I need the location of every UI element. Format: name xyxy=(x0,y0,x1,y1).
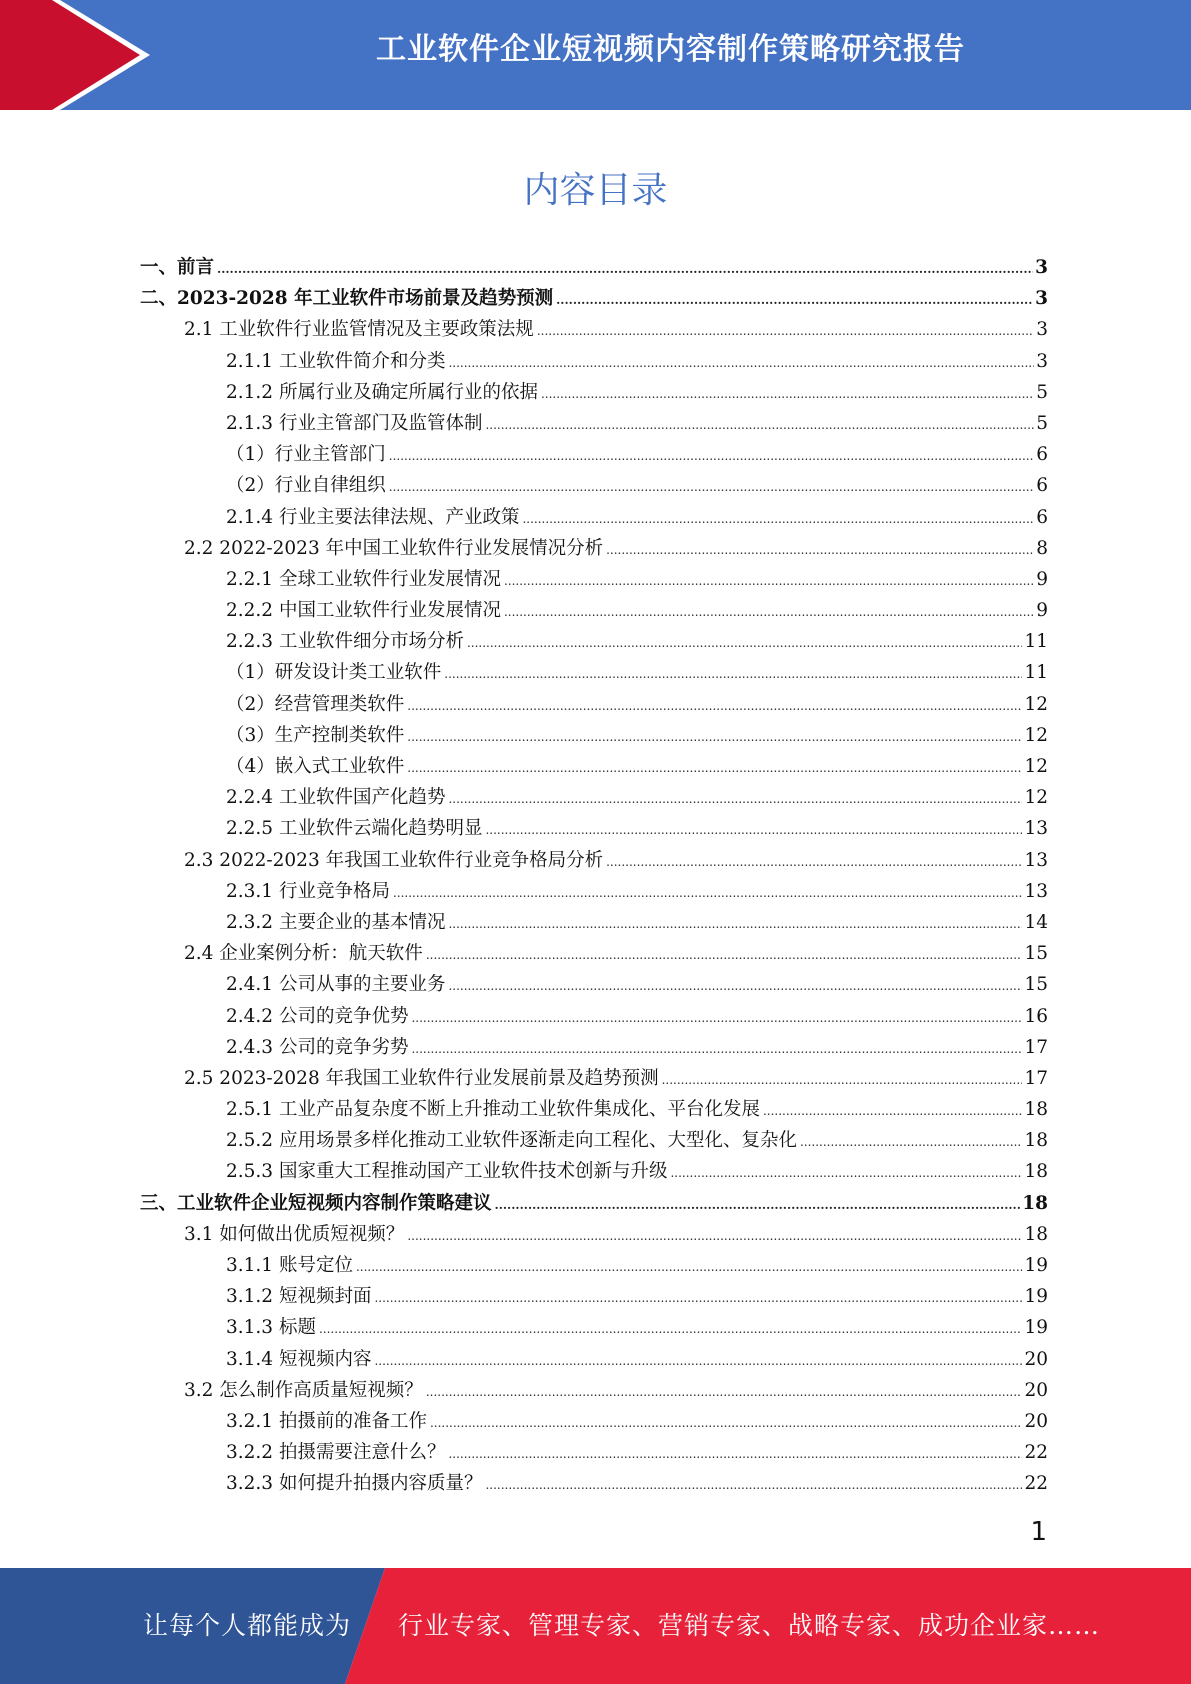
toc-entry-label: 3.1 如何做出优质短视频？ xyxy=(184,1223,405,1245)
table-of-contents xyxy=(140,253,1048,1501)
toc-entry-label: （1）研发设计类工业软件 xyxy=(226,662,442,684)
toc-entry-label: 3.2.1 拍摄前的准备工作 xyxy=(226,1410,427,1432)
toc-entry-label: （2）经营管理类软件 xyxy=(226,693,405,715)
toc-entry[interactable] xyxy=(140,1002,1048,1033)
toc-entry[interactable] xyxy=(140,409,1048,440)
toc-entry-page: 12 xyxy=(1024,756,1048,777)
toc-entry-label: 一、前言 xyxy=(140,257,215,278)
toc-leader-dots xyxy=(448,356,1034,370)
toc-entry-label: （3）生产控制类软件 xyxy=(226,724,405,746)
toc-entry-label: 2.4.1 公司从事的主要业务 xyxy=(226,974,446,996)
toc-leader-dots xyxy=(522,512,1034,526)
toc-leader-dots xyxy=(504,574,1034,588)
toc-leader-dots xyxy=(763,1104,1022,1118)
toc-entry-page: 20 xyxy=(1024,1410,1048,1432)
toc-entry-page: 11 xyxy=(1024,631,1048,653)
toc-leader-dots xyxy=(556,293,1033,307)
toc-entry-label: 三、工业软件企业短视频内容制作策略建议 xyxy=(140,1192,492,1214)
toc-leader-dots xyxy=(407,761,1022,775)
toc-leader-dots xyxy=(537,324,1034,338)
toc-entry[interactable] xyxy=(140,658,1048,689)
toc-entry-page: 19 xyxy=(1024,1286,1048,1308)
toc-entry-label: 2.2.5 工业软件云端化趋势明显 xyxy=(226,818,483,840)
toc-entry-label: 2.5.3 国家重大工程推动国产工业软件技术创新与升级 xyxy=(226,1161,668,1183)
toc-entry[interactable] xyxy=(140,1469,1048,1500)
toc-leader-dots xyxy=(448,979,1022,993)
footer-slogan-left: 让每个人都能成为 xyxy=(143,1611,352,1640)
toc-leader-dots xyxy=(426,1385,1023,1399)
toc-leader-dots xyxy=(407,1229,1022,1243)
toc-leader-dots xyxy=(356,1260,1023,1274)
toc-leader-dots xyxy=(504,605,1034,619)
toc-entry-label: 2.1.4 行业主要法律法规、产业政策 xyxy=(226,506,520,528)
toc-entry[interactable] xyxy=(140,1345,1048,1376)
toc-entry-page: 16 xyxy=(1024,1005,1048,1027)
toc-leader-dots xyxy=(411,1011,1022,1025)
toc-entry-page: 3 xyxy=(1035,257,1048,278)
toc-entry[interactable] xyxy=(140,752,1048,783)
toc-leader-dots xyxy=(800,1135,1022,1149)
toc-entry-label: 2.2.4 工业软件国产化趋势 xyxy=(226,787,446,809)
toc-entry-page: 3 xyxy=(1036,350,1048,372)
toc-entry-label: （1）行业主管部门 xyxy=(226,444,386,466)
toc-heading: 内容目录 xyxy=(523,170,668,211)
toc-entry[interactable] xyxy=(140,939,1048,970)
toc-leader-dots xyxy=(448,917,1022,931)
toc-entry-page: 18 xyxy=(1022,1192,1048,1214)
footer-slogan-right: 行业专家、管理专家、营销专家、战略专家、成功企业家…… xyxy=(398,1611,1101,1640)
toc-entry-label: 2.2.1 全球工业软件行业发展情况 xyxy=(226,568,501,590)
toc-entry[interactable] xyxy=(140,471,1048,502)
toc-entry-label: 2.5 2023-2028 年我国工业软件行业发展前景及趋势预测 xyxy=(184,1067,659,1089)
toc-entry-label: 2.3.2 主要企业的基本情况 xyxy=(226,911,446,933)
toc-leader-dots xyxy=(374,1291,1022,1305)
toc-entry-label: 2.5.2 应用场景多样化推动工业软件逐渐走向工程化、大型化、复杂化 xyxy=(226,1130,797,1152)
toc-entry-page: 8 xyxy=(1036,537,1048,559)
toc-entry-label: （2）行业自律组织 xyxy=(226,475,386,497)
toc-entry-label: 2.4.2 公司的竞争优势 xyxy=(226,1005,409,1027)
toc-entry-page: 6 xyxy=(1036,506,1048,528)
page-footer xyxy=(0,1568,1191,1684)
toc-leader-dots xyxy=(407,730,1022,744)
toc-leader-dots xyxy=(485,1478,1022,1492)
toc-leader-dots xyxy=(430,1416,1022,1430)
toc-leader-dots xyxy=(389,449,1034,463)
toc-leader-dots xyxy=(541,387,1034,401)
toc-entry-page: 19 xyxy=(1024,1255,1048,1276)
toc-entry-label: （4）嵌入式工业软件 xyxy=(226,756,405,777)
page-header xyxy=(0,0,1191,110)
page-number: 1 xyxy=(1030,1517,1047,1547)
toc-entry-page: 22 xyxy=(1024,1473,1048,1495)
toc-entry-page: 17 xyxy=(1024,1036,1048,1058)
toc-entry-label: 3.1.3 标题 xyxy=(226,1317,316,1339)
toc-leader-dots xyxy=(444,667,1022,681)
toc-entry[interactable] xyxy=(140,783,1048,814)
toc-entry-label: 3.1.4 短视频内容 xyxy=(226,1348,372,1370)
toc-entry-page: 18 xyxy=(1024,1099,1048,1121)
toc-entry[interactable] xyxy=(140,1220,1048,1251)
toc-leader-dots xyxy=(606,543,1034,557)
toc-entry-page: 17 xyxy=(1024,1067,1048,1089)
toc-leader-dots xyxy=(662,1073,1023,1087)
toc-entry-label: 3.2.2 拍摄需要注意什么？ xyxy=(226,1442,446,1464)
toc-entry[interactable] xyxy=(140,1282,1048,1313)
toc-entry-label: 2.2 2022-2023 年中国工业软件行业发展情况分析 xyxy=(184,537,604,559)
toc-leader-dots xyxy=(448,792,1022,806)
toc-entry-page: 5 xyxy=(1036,381,1048,403)
toc-entry[interactable] xyxy=(140,627,1048,658)
toc-entry[interactable] xyxy=(140,315,1048,346)
toc-entry[interactable] xyxy=(140,253,1048,284)
toc-entry-page: 18 xyxy=(1024,1223,1048,1245)
toc-entry-page: 9 xyxy=(1036,600,1048,622)
toc-entry-label: 2.1.2 所属行业及确定所属行业的依据 xyxy=(226,381,538,403)
toc-entry[interactable] xyxy=(140,440,1048,471)
toc-entry[interactable] xyxy=(140,846,1048,877)
toc-entry-page: 18 xyxy=(1024,1161,1048,1183)
toc-entry-label: 3.2 怎么制作高质量短视频？ xyxy=(184,1379,423,1401)
toc-entry-page: 13 xyxy=(1024,818,1048,840)
toc-entry[interactable] xyxy=(140,1064,1048,1095)
toc-entry-page: 5 xyxy=(1036,412,1048,434)
toc-entry-page: 12 xyxy=(1024,724,1048,746)
toc-entry-label: 2.1.3 行业主管部门及监管体制 xyxy=(226,412,483,434)
toc-entry-page: 12 xyxy=(1024,787,1048,809)
toc-entry-page: 11 xyxy=(1024,662,1048,684)
toc-leader-dots xyxy=(606,855,1022,869)
toc-entry[interactable] xyxy=(140,503,1048,534)
toc-entry-page: 13 xyxy=(1024,849,1048,871)
toc-entry-label: 2.4.3 公司的竞争劣势 xyxy=(226,1036,409,1058)
toc-entry-label: 2.3 2022-2023 年我国工业软件行业竞争格局分析 xyxy=(184,849,604,871)
toc-leader-dots xyxy=(393,886,1022,900)
toc-entry[interactable] xyxy=(140,1313,1048,1344)
toc-entry-label: 2.1.1 工业软件简介和分类 xyxy=(226,350,446,372)
toc-entry-label: 2.2.2 中国工业软件行业发展情况 xyxy=(226,600,501,622)
toc-entry[interactable] xyxy=(140,565,1048,596)
toc-entry[interactable] xyxy=(140,721,1048,752)
toc-leader-dots xyxy=(374,1354,1022,1368)
toc-entry[interactable] xyxy=(140,1438,1048,1469)
toc-leader-dots xyxy=(467,636,1022,650)
toc-entry-label: 3.1.1 账号定位 xyxy=(226,1255,353,1276)
toc-entry-page: 6 xyxy=(1036,444,1048,466)
toc-entry[interactable] xyxy=(140,596,1048,627)
toc-entry[interactable] xyxy=(140,1189,1048,1220)
toc-entry-page: 15 xyxy=(1024,974,1048,996)
toc-leader-dots xyxy=(485,823,1022,837)
toc-entry-page: 13 xyxy=(1024,880,1048,902)
toc-entry[interactable] xyxy=(140,970,1048,1001)
toc-entry[interactable] xyxy=(140,1126,1048,1157)
toc-entry[interactable] xyxy=(140,1407,1048,1438)
toc-entry[interactable] xyxy=(140,1376,1048,1407)
toc-entry[interactable] xyxy=(140,347,1048,378)
toc-leader-dots xyxy=(448,1447,1022,1461)
toc-leader-dots xyxy=(217,262,1033,276)
toc-leader-dots xyxy=(389,480,1034,494)
toc-entry-page: 18 xyxy=(1024,1130,1048,1152)
toc-entry-page: 3 xyxy=(1036,319,1048,341)
toc-entry-label: 2.4 企业案例分析：航天软件 xyxy=(184,943,423,965)
toc-leader-dots xyxy=(485,418,1034,432)
toc-entry[interactable] xyxy=(140,908,1048,939)
toc-entry-label: 2.3.1 行业竞争格局 xyxy=(226,880,390,902)
toc-entry-label: 2.5.1 工业产品复杂度不断上升推动工业软件集成化、平台化发展 xyxy=(226,1099,760,1121)
toc-entry[interactable] xyxy=(140,534,1048,565)
toc-leader-dots xyxy=(670,1166,1022,1180)
toc-entry[interactable] xyxy=(140,1251,1048,1282)
toc-entry-page: 20 xyxy=(1024,1379,1048,1401)
toc-entry-page: 14 xyxy=(1024,911,1048,933)
toc-entry-page: 20 xyxy=(1024,1348,1048,1370)
toc-entry[interactable] xyxy=(140,1157,1048,1188)
toc-leader-dots xyxy=(407,699,1022,713)
toc-entry-page: 3 xyxy=(1035,288,1048,310)
toc-entry[interactable] xyxy=(140,877,1048,908)
toc-entry[interactable] xyxy=(140,814,1048,845)
toc-leader-dots xyxy=(495,1198,1021,1212)
toc-entry-label: 二、2023-2028 年工业软件市场前景及趋势预测 xyxy=(140,288,554,310)
toc-entry[interactable] xyxy=(140,1033,1048,1064)
toc-entry-page: 6 xyxy=(1036,475,1048,497)
toc-entry[interactable] xyxy=(140,378,1048,409)
toc-entry-label: 3.2.3 如何提升拍摄内容质量？ xyxy=(226,1473,483,1495)
toc-entry-label: 2.2.3 工业软件细分市场分析 xyxy=(226,631,464,653)
toc-entry-page: 12 xyxy=(1024,693,1048,715)
toc-entry-page: 9 xyxy=(1036,568,1048,590)
toc-leader-dots xyxy=(411,1042,1022,1056)
toc-entry[interactable] xyxy=(140,284,1048,315)
toc-entry[interactable] xyxy=(140,690,1048,721)
toc-leader-dots xyxy=(319,1322,1023,1336)
toc-leader-dots xyxy=(426,948,1023,962)
toc-entry-page: 19 xyxy=(1024,1317,1048,1339)
report-title: 工业软件企业短视频内容制作策略研究报告 xyxy=(376,32,965,67)
toc-entry-page: 15 xyxy=(1024,943,1048,965)
toc-entry-label: 3.1.2 短视频封面 xyxy=(226,1286,372,1308)
toc-entry[interactable] xyxy=(140,1095,1048,1126)
toc-entry-label: 2.1 工业软件行业监管情况及主要政策法规 xyxy=(184,319,534,341)
toc-entry-page: 22 xyxy=(1024,1442,1048,1464)
